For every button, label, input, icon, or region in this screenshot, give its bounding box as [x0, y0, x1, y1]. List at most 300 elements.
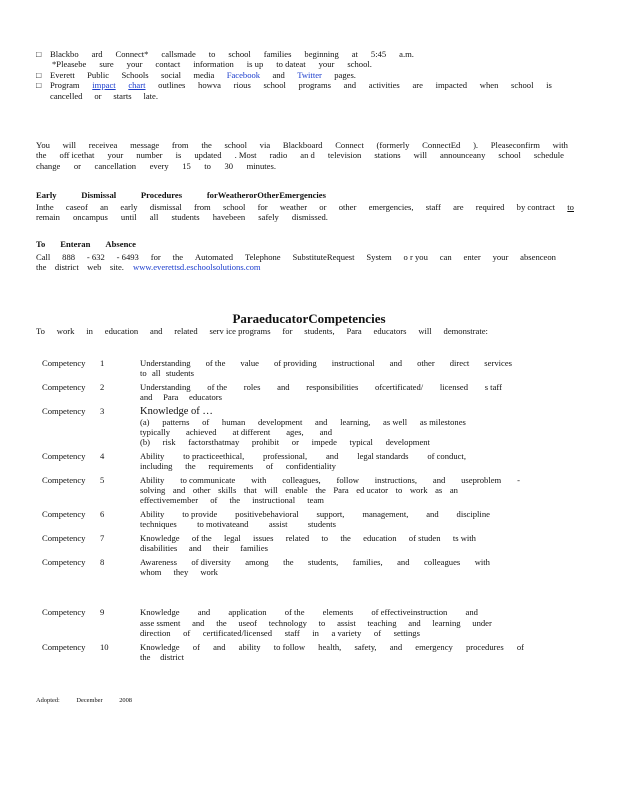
word: forWeatherorOtherEmergencies	[206, 190, 326, 200]
word: change	[36, 160, 61, 171]
word: programs	[298, 80, 332, 91]
bullet-impact-chart	[36, 80, 556, 101]
word: Call	[36, 252, 51, 262]
word: Early	[36, 190, 57, 200]
word: or	[94, 90, 102, 101]
competency-line	[140, 392, 222, 402]
word: Knowledge	[140, 532, 180, 543]
competency-description	[140, 533, 520, 554]
competency-label: Competency	[42, 641, 86, 652]
word: information	[193, 59, 234, 70]
competency-number: 9	[100, 607, 105, 618]
word: every	[149, 160, 169, 171]
paragraph-line	[36, 262, 558, 272]
word: via	[259, 140, 271, 150]
word: can	[439, 252, 452, 262]
word: typical	[349, 437, 373, 448]
word: support,	[316, 508, 345, 519]
word: dismissal	[149, 202, 182, 212]
word: (a)	[140, 416, 150, 427]
word: to dateat	[276, 59, 306, 70]
word: useof	[238, 617, 258, 628]
word: havebeen	[212, 212, 246, 223]
word[interactable]: chart	[128, 80, 146, 91]
word: ard	[91, 49, 103, 59]
word: 5:45	[370, 49, 387, 59]
word: and	[213, 641, 226, 652]
competency-line	[140, 642, 524, 652]
word: the	[172, 252, 184, 262]
word[interactable]: Twitter	[297, 69, 322, 80]
word: 2008	[119, 697, 132, 704]
word: the	[36, 150, 47, 161]
word: of the	[284, 607, 305, 618]
word: team	[307, 495, 324, 506]
competency-list	[42, 358, 522, 665]
word: Understanding	[140, 358, 191, 368]
word: human	[221, 416, 246, 427]
word: instructional	[252, 495, 296, 506]
bullet-blackboard	[36, 49, 556, 70]
word: your	[107, 150, 124, 161]
checkbox-bullet-icon: □	[36, 80, 42, 91]
word: safely	[258, 212, 279, 223]
word: Awareness	[140, 556, 177, 567]
competency-line	[140, 358, 512, 368]
competency-description	[140, 557, 520, 578]
word: television	[327, 150, 362, 161]
word: -	[517, 474, 520, 485]
word: educators	[373, 326, 407, 336]
word: educators	[189, 392, 222, 403]
word: confidentiality	[285, 461, 336, 472]
word: - 632	[86, 252, 105, 262]
word: patterns	[162, 416, 190, 427]
checkbox-bullet-icon: □	[36, 49, 42, 59]
word: Everett	[50, 69, 75, 80]
adopted-footer	[36, 696, 136, 706]
word: safety,	[354, 641, 377, 652]
word: are	[412, 80, 423, 91]
word: will	[264, 485, 278, 496]
word: impede	[311, 437, 337, 448]
competency-line	[140, 451, 466, 461]
word: Schools	[121, 69, 149, 80]
word: school	[263, 80, 286, 91]
enter-absence-body	[36, 252, 558, 273]
word: to	[140, 368, 147, 379]
word: school	[222, 202, 246, 212]
competency-label: Competency	[42, 358, 86, 368]
word: of effectiveinstruction	[371, 607, 448, 618]
word: at different	[232, 427, 271, 438]
word: as	[435, 485, 443, 496]
competency-number: 3	[100, 405, 105, 416]
competency-description	[140, 358, 520, 379]
word: to	[567, 202, 574, 212]
word: all	[151, 368, 161, 379]
early-dismissal-heading	[36, 190, 326, 200]
word: an	[449, 485, 458, 496]
word: technology	[268, 617, 307, 628]
word: techniques	[140, 519, 177, 530]
competency-description	[140, 509, 520, 530]
word: web	[87, 262, 102, 273]
word: of	[192, 641, 200, 652]
word: students	[307, 519, 336, 530]
checkbox-bullet-icon: □	[36, 69, 42, 80]
word: sure	[99, 59, 114, 70]
paragraph-line	[36, 212, 328, 222]
competency-line	[140, 382, 502, 392]
word: other	[192, 485, 211, 496]
word: beginning	[304, 49, 339, 59]
competency-description	[140, 451, 520, 472]
word: positivebehavioral	[235, 508, 299, 519]
word: (b)	[140, 437, 151, 448]
word: Procedures	[140, 190, 183, 200]
competency-label: Competency	[42, 508, 86, 519]
word: and	[397, 556, 410, 567]
competency-label: Competency	[42, 474, 86, 485]
word: outlines	[158, 80, 186, 91]
word: professional,	[263, 450, 308, 461]
word: the	[201, 140, 212, 150]
word: Ability	[140, 474, 165, 485]
competency-row	[42, 509, 522, 530]
competency-description	[140, 406, 520, 448]
competency-line	[140, 618, 492, 628]
word: related	[285, 532, 310, 543]
word: certificated/licensed	[202, 628, 273, 639]
word: and	[188, 543, 202, 554]
blackboard-message-paragraph	[36, 140, 570, 171]
word: a variety	[331, 628, 362, 639]
word: an	[100, 202, 109, 212]
competency-number: 2	[100, 381, 105, 392]
word: and	[465, 607, 478, 618]
word: school	[511, 80, 534, 91]
word: your	[318, 59, 335, 70]
word: 888	[62, 252, 76, 262]
word: updated	[194, 150, 222, 161]
competency-number: 4	[100, 450, 105, 461]
competency-row	[42, 475, 522, 506]
word: Automated	[194, 252, 234, 262]
word: dismissed.	[291, 212, 328, 223]
word: contact	[155, 59, 181, 70]
word: assist	[337, 617, 356, 628]
competency-label: Competency	[42, 405, 86, 416]
word: Enteran	[60, 239, 91, 249]
word: learning	[432, 617, 461, 628]
word: and	[197, 607, 211, 618]
word: To	[36, 239, 46, 249]
word: as well	[383, 416, 408, 427]
word: work	[56, 326, 75, 336]
word: will	[413, 150, 428, 161]
word: services	[484, 358, 512, 368]
word: early	[120, 202, 138, 212]
word: assist	[268, 519, 288, 530]
competency-description	[140, 475, 520, 506]
word: families	[263, 49, 292, 59]
competency-line	[140, 495, 324, 505]
word: to provide	[182, 508, 218, 519]
word: district	[160, 651, 184, 662]
competency-line	[140, 437, 430, 447]
word: site.	[109, 262, 124, 273]
word: elements	[322, 607, 354, 618]
word: pages.	[334, 69, 356, 80]
word: of	[202, 416, 210, 427]
word: Inthe	[36, 202, 54, 212]
word: and	[272, 69, 285, 80]
word: of the	[207, 381, 228, 392]
word: Absence	[105, 239, 136, 249]
word: and	[389, 358, 403, 368]
word: late.	[143, 90, 158, 101]
bullet-social-media	[36, 70, 556, 80]
word: s taff	[484, 381, 502, 392]
word: requirements	[208, 461, 254, 472]
word: is	[175, 150, 182, 161]
word: System	[366, 252, 392, 262]
word: Knowledge	[140, 607, 180, 618]
word: learning,	[340, 416, 371, 427]
bullet-line	[50, 49, 414, 59]
word: to motivateand	[197, 519, 249, 530]
paragraph-line	[36, 150, 564, 160]
word: the	[36, 262, 47, 273]
word: emergency	[415, 641, 453, 652]
word: and	[319, 427, 332, 438]
absence-line-prefix	[36, 262, 124, 272]
word: of diversity	[191, 556, 231, 567]
competency-number: 10	[100, 641, 109, 652]
word: of	[516, 641, 524, 652]
word: and	[150, 326, 163, 336]
word: school	[228, 49, 251, 59]
word: *Pleasebe	[52, 59, 87, 70]
word: and	[172, 485, 186, 496]
word: starts	[113, 90, 132, 101]
word: legal standards	[357, 450, 409, 461]
paragraph-line	[36, 161, 276, 171]
word: Understanding	[140, 381, 191, 392]
word: and	[140, 392, 153, 403]
competency-number: 1	[100, 358, 105, 368]
word: ConnectEd	[422, 140, 461, 150]
resources-bullet-list	[36, 49, 556, 101]
word: oncampus	[72, 212, 108, 223]
word: stations	[374, 150, 401, 161]
word: and	[408, 617, 421, 628]
word: families	[240, 543, 268, 554]
word: with	[552, 140, 568, 150]
word: to communicate	[180, 474, 236, 485]
word: You	[36, 140, 50, 150]
word: health,	[318, 641, 342, 652]
word: they	[173, 566, 189, 577]
word: will	[62, 140, 77, 150]
word: whom	[140, 566, 162, 577]
word: rious	[233, 80, 251, 91]
word: caseof	[65, 202, 88, 212]
word: from	[194, 202, 211, 212]
word: their	[212, 543, 229, 554]
word: prohibit	[251, 437, 280, 448]
word: radio	[269, 150, 288, 161]
word: callsmade	[161, 49, 196, 59]
competency-line	[140, 509, 490, 519]
word: Ability	[140, 508, 165, 519]
word: the	[216, 617, 227, 628]
word: to follow	[273, 641, 306, 652]
word: the	[315, 485, 326, 496]
word: with	[474, 556, 490, 567]
word: at	[351, 49, 358, 59]
word: of studen	[408, 532, 441, 543]
word: . Most	[234, 150, 257, 161]
word: the	[340, 532, 351, 543]
word: management,	[362, 508, 409, 519]
word: all	[149, 212, 159, 223]
competency-row	[42, 358, 522, 379]
word: Para	[346, 326, 362, 336]
competency-description	[140, 641, 524, 663]
competency-number: 7	[100, 532, 105, 543]
word: related	[174, 326, 198, 336]
word: cancelled	[50, 90, 83, 101]
word: off icethat	[59, 150, 95, 161]
word: roles	[243, 381, 261, 392]
paragraph-line	[36, 326, 488, 336]
substitute-system-link[interactable]: www.everettsd.eschoolsolutions.com	[133, 262, 261, 273]
word: to	[321, 532, 329, 543]
word: or	[73, 160, 82, 171]
word: settings	[393, 628, 420, 639]
competencies-intro	[36, 326, 488, 336]
word: and	[192, 617, 205, 628]
word: legal	[223, 532, 241, 543]
word: or	[319, 202, 327, 212]
word: to	[204, 160, 211, 171]
word: ofcertificated/	[374, 381, 424, 392]
word: education	[104, 326, 139, 336]
word: students	[165, 368, 194, 379]
word: activities	[368, 80, 400, 91]
word: of the	[191, 532, 212, 543]
footer-line	[36, 696, 132, 706]
word[interactable]: Facebook	[226, 69, 261, 80]
word: work	[409, 485, 428, 496]
word: Program	[50, 80, 80, 91]
word: an d	[300, 150, 315, 161]
word: Blackbo	[50, 49, 79, 59]
word: of providing	[274, 358, 317, 368]
paragraph-line	[36, 252, 556, 262]
word: of	[183, 628, 191, 639]
competency-line	[140, 519, 336, 529]
bullet-line	[50, 80, 552, 90]
competency-line	[140, 557, 490, 567]
word: required	[475, 202, 505, 212]
competency-row	[42, 533, 522, 554]
word: effectivemember	[140, 495, 199, 506]
paragraph-line	[36, 140, 568, 150]
word: Connect	[335, 140, 364, 150]
competency-description	[140, 382, 520, 403]
word: staff	[284, 628, 300, 639]
word: asse ssment	[140, 617, 181, 628]
competency-description	[140, 607, 520, 638]
word: for	[150, 252, 161, 262]
word: among	[245, 556, 269, 567]
enter-absence-heading	[36, 239, 136, 249]
paragraph-line	[36, 202, 574, 212]
word: from	[171, 140, 189, 150]
section-title: ParaeducatorCompetencies	[232, 311, 386, 326]
word: ages,	[286, 427, 304, 438]
word: procedures	[465, 641, 504, 652]
word: Telephone	[244, 252, 281, 262]
word: Para	[163, 392, 179, 403]
competency-line	[140, 607, 478, 617]
word: students	[171, 212, 200, 223]
competency-line	[140, 461, 336, 471]
competency-line	[140, 368, 194, 378]
word: in	[312, 628, 319, 639]
word: media	[193, 69, 215, 80]
competency-line	[140, 628, 420, 638]
heading-line	[36, 190, 326, 200]
word: Adopted:	[36, 697, 60, 704]
word: of conduct,	[427, 450, 466, 461]
word: factorsthatmay	[188, 437, 240, 448]
competency-line	[140, 485, 458, 495]
word: will	[418, 326, 432, 336]
word: under	[472, 617, 492, 628]
word: Pleaseconfirm	[490, 140, 540, 150]
word: skills	[218, 485, 237, 496]
word: development	[257, 416, 303, 427]
word: risk	[162, 437, 176, 448]
word[interactable]: impact	[92, 80, 116, 91]
word: other	[338, 202, 357, 212]
word: colleagues,	[282, 474, 321, 485]
competency-label: Competency	[42, 556, 86, 567]
word: 30	[224, 160, 234, 171]
bullet-line	[50, 91, 158, 101]
word: of	[265, 461, 274, 472]
competency-line	[140, 427, 332, 437]
word: in	[86, 326, 93, 336]
word: until	[120, 212, 137, 223]
competency-row	[42, 406, 522, 448]
word: and	[426, 508, 439, 519]
word: SubstituteRequest	[292, 252, 355, 262]
word: 15	[182, 160, 191, 171]
word: including	[140, 461, 173, 472]
word: to	[318, 617, 326, 628]
word: a.m.	[399, 49, 414, 59]
word: the	[140, 651, 151, 662]
word: weather	[279, 202, 308, 212]
competency-line	[140, 567, 218, 577]
early-dismissal-body	[36, 202, 576, 223]
word: enable	[285, 485, 308, 496]
